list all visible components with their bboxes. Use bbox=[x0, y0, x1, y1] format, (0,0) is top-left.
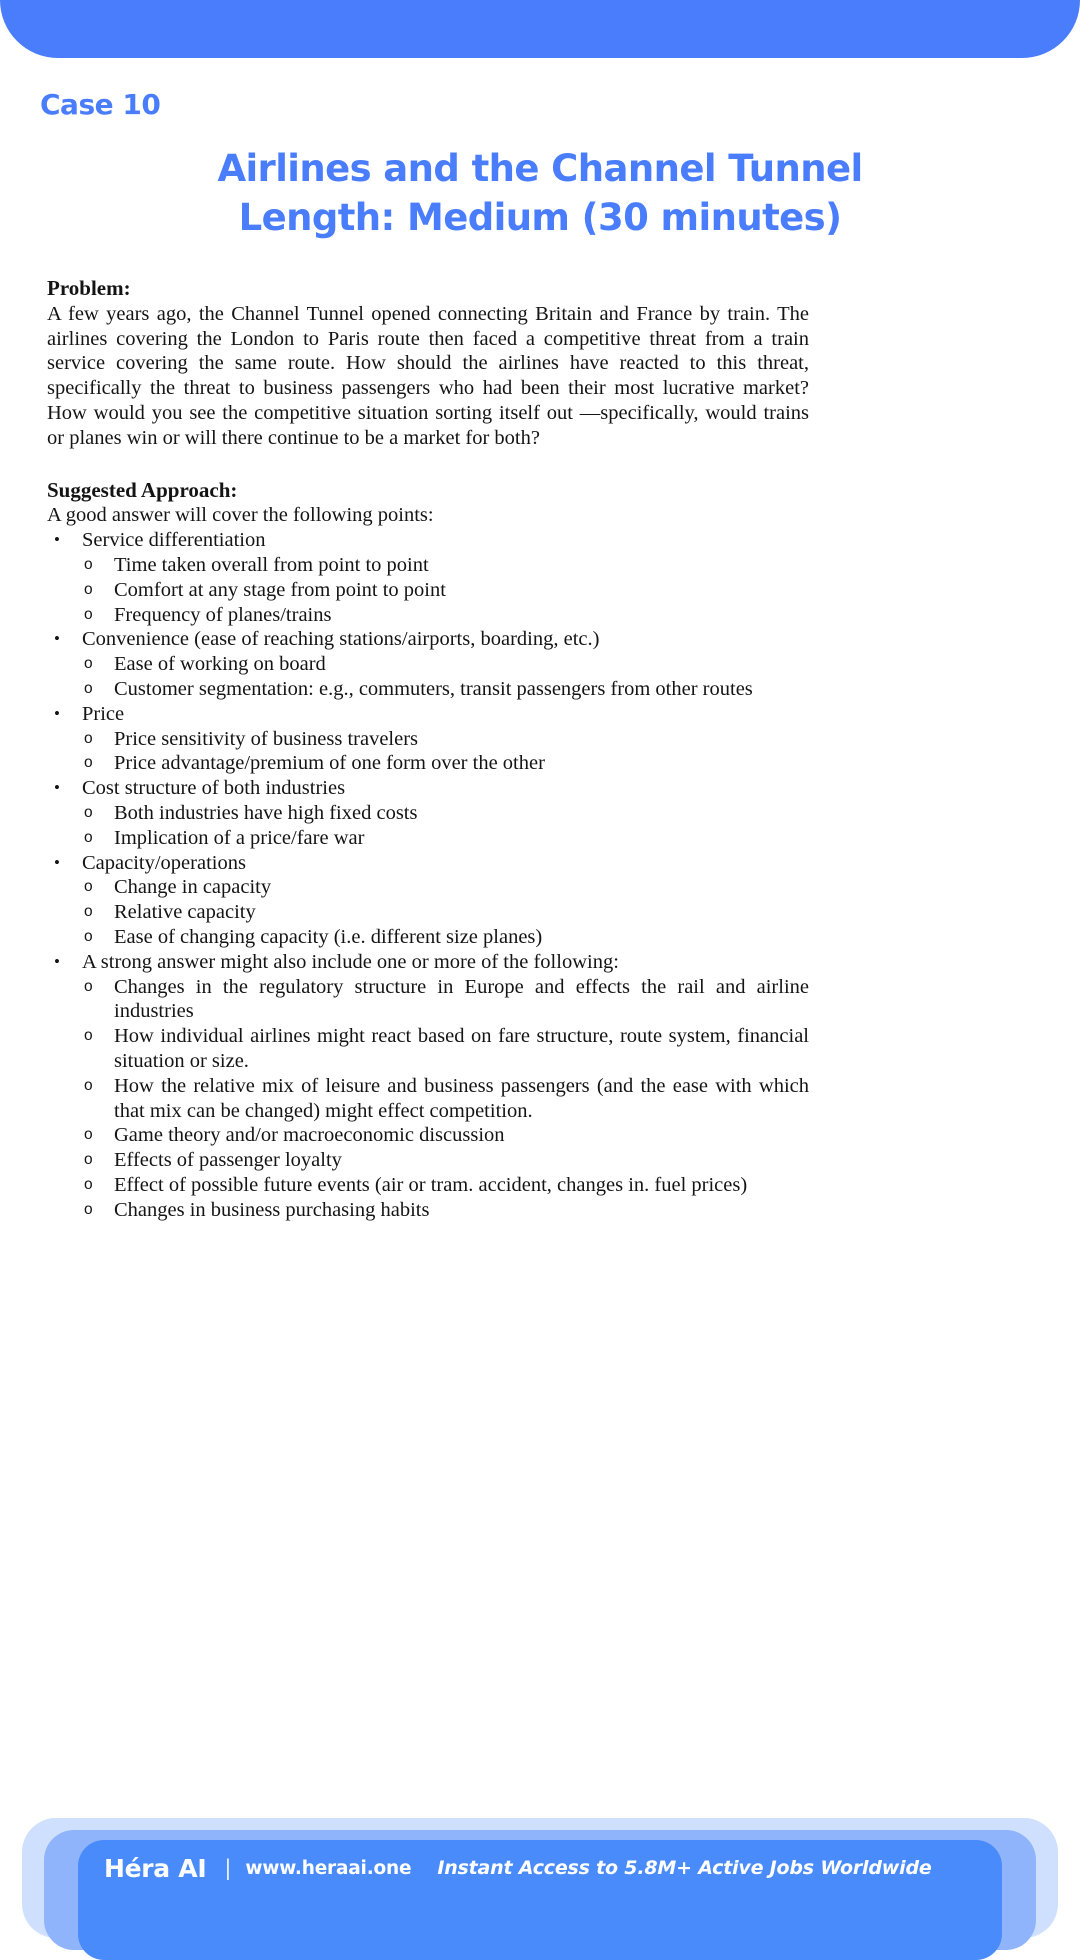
approach-subbullet-label: Comfort at any stage from point to point bbox=[114, 578, 446, 601]
approach-sublist bbox=[82, 553, 809, 627]
approach-subbullet bbox=[82, 553, 809, 578]
approach-subbullet-label: Both industries have high fixed costs bbox=[114, 801, 418, 824]
bullet-circle-icon: o bbox=[84, 828, 93, 846]
bullet-dot-icon: • bbox=[54, 951, 60, 971]
approach-subbullet-label: Ease of changing capacity (i.e. different size planes) bbox=[114, 925, 543, 948]
approach-subbullet bbox=[82, 801, 809, 826]
approach-subbullet-label: Price sensitivity of business travelers bbox=[114, 727, 419, 750]
approach-subbullet bbox=[82, 578, 809, 603]
approach-subbullet-label: How individual airlines might react based on fare structure, route system, financial situation or size. bbox=[114, 1025, 809, 1072]
footer-divider: | bbox=[224, 1856, 232, 1880]
bullet-circle-icon: o bbox=[84, 977, 93, 995]
approach-bullet bbox=[47, 627, 809, 701]
approach-subbullet-label: Relative capacity bbox=[114, 901, 256, 924]
bullet-circle-icon: o bbox=[84, 927, 93, 945]
approach-subbullet bbox=[82, 1148, 809, 1173]
approach-subbullet-label: Effects of passenger loyalty bbox=[114, 1149, 342, 1172]
page-title-line-1: Airlines and the Channel Tunnel bbox=[217, 147, 863, 190]
case-label: Case 10 bbox=[40, 88, 161, 121]
approach-sublist bbox=[82, 652, 809, 702]
approach-bullet bbox=[47, 702, 809, 776]
approach-list bbox=[47, 528, 809, 1222]
bullet-circle-icon: o bbox=[84, 803, 93, 821]
approach-bullet bbox=[47, 528, 809, 627]
approach-subbullet bbox=[82, 975, 809, 1025]
approach-subbullet bbox=[82, 826, 809, 851]
approach-bullet-label: A strong answer might also include one or more of the following: bbox=[82, 950, 619, 973]
approach-subbullet bbox=[82, 603, 809, 628]
approach-bullet bbox=[47, 776, 809, 850]
approach-subbullet bbox=[82, 1198, 809, 1223]
problem-paragraph: A few years ago, the Channel Tunnel opened connecting Britain and France by train. The airlines covering the London to Paris route then faced a competitive threat from a train service covering the same route. How should the airlines have reacted to this threat, specifically the threat to business passengers who had been their most lucrative market? How would you see the competitive situation sorting itself out —specifically, would trains or planes win or will there continue to be a market for both? bbox=[47, 302, 809, 449]
approach-bullet-label: Price bbox=[82, 702, 125, 725]
section-spacer bbox=[47, 451, 809, 478]
approach-bullet-label: Capacity/operations bbox=[82, 851, 246, 874]
bullet-dot-icon: • bbox=[54, 852, 60, 872]
approach-subbullet-label: Game theory and/or macroeconomic discussion bbox=[114, 1124, 505, 1147]
problem-heading: Problem: bbox=[47, 276, 131, 300]
approach-subbullet-label: Change in capacity bbox=[114, 876, 272, 899]
approach-subbullet-label: Time taken overall from point to point bbox=[114, 553, 429, 576]
approach-subbullet bbox=[82, 1024, 809, 1074]
bullet-circle-icon: o bbox=[84, 1076, 93, 1094]
approach-subbullet bbox=[82, 751, 809, 776]
approach-subbullet bbox=[82, 900, 809, 925]
approach-sublist bbox=[82, 727, 809, 777]
bullet-circle-icon: o bbox=[84, 903, 93, 921]
approach-sublist bbox=[82, 875, 809, 949]
approach-bullet-label: Service differentiation bbox=[82, 529, 266, 552]
approach-subbullet-label: Ease of working on board bbox=[114, 653, 326, 676]
footer-website-link[interactable]: www.heraai.one bbox=[245, 1857, 412, 1879]
approach-subbullet-label: Changes in the regulatory structure in Europe and effects the rail and airline industries bbox=[114, 975, 809, 1023]
approach-subbullet bbox=[82, 727, 809, 752]
bullet-circle-icon: o bbox=[84, 605, 93, 623]
bullet-circle-icon: o bbox=[84, 1200, 93, 1218]
approach-subbullet-label: Frequency of planes/trains bbox=[114, 603, 332, 626]
bullet-circle-icon: o bbox=[84, 679, 93, 697]
approach-subbullet bbox=[82, 1074, 809, 1124]
bullet-circle-icon: o bbox=[84, 1151, 93, 1169]
approach-subbullet-label: Changes in business purchasing habits bbox=[114, 1198, 430, 1221]
approach-heading: Suggested Approach: bbox=[47, 477, 238, 502]
page-title-line-2: Length: Medium (30 minutes) bbox=[238, 196, 842, 239]
approach-subbullet bbox=[82, 875, 809, 900]
bullet-circle-icon: o bbox=[84, 580, 93, 598]
approach-subbullet bbox=[82, 1173, 809, 1198]
approach-subbullet-label: Implication of a price/fare war bbox=[114, 826, 365, 849]
document-body bbox=[47, 276, 809, 1222]
bullet-circle-icon: o bbox=[84, 729, 93, 747]
approach-subbullet-label: Price advantage/premium of one form over the other bbox=[114, 752, 545, 775]
brand-name: Héra AI bbox=[104, 1853, 207, 1883]
approach-bullet-label: Convenience (ease of reaching stations/airports, boarding, etc.) bbox=[82, 628, 600, 651]
bullet-dot-icon: • bbox=[54, 629, 60, 649]
approach-subbullet bbox=[82, 652, 809, 677]
page-title bbox=[0, 144, 1080, 242]
approach-lead: A good answer will cover the following points: bbox=[47, 504, 434, 527]
bullet-circle-icon: o bbox=[84, 1027, 93, 1045]
approach-subbullet bbox=[82, 1123, 809, 1148]
bullet-circle-icon: o bbox=[84, 655, 93, 673]
bullet-dot-icon: • bbox=[54, 530, 60, 550]
approach-bullet-label: Cost structure of both industries bbox=[82, 777, 346, 800]
header-accent-bar bbox=[0, 0, 1080, 58]
approach-sublist bbox=[82, 801, 809, 851]
bullet-dot-icon: • bbox=[54, 778, 60, 798]
bullet-circle-icon: o bbox=[84, 1126, 93, 1144]
approach-subbullet bbox=[82, 677, 809, 702]
bullet-circle-icon: o bbox=[84, 754, 93, 772]
approach-subbullet-label: How the relative mix of leisure and business passengers (and the ease with which that mix can be changed) might effect competition. bbox=[114, 1074, 809, 1122]
approach-bullet bbox=[47, 851, 809, 950]
bullet-circle-icon: o bbox=[84, 555, 93, 573]
footer-tagline: Instant Access to 5.8M+ Active Jobs Worldwide bbox=[437, 1857, 932, 1879]
approach-subbullet bbox=[82, 925, 809, 950]
approach-sublist bbox=[82, 975, 809, 1223]
bullet-circle-icon: o bbox=[84, 878, 93, 896]
approach-bullet bbox=[47, 950, 809, 1223]
bullet-dot-icon: • bbox=[54, 703, 60, 723]
approach-subbullet-label: Effect of possible future events (air or tram. accident, changes in. fuel prices) bbox=[114, 1173, 748, 1196]
approach-subbullet-label: Customer segmentation: e.g., commuters, transit passengers from other routes bbox=[114, 677, 753, 700]
footer-content bbox=[78, 1848, 1002, 1888]
bullet-circle-icon: o bbox=[84, 1175, 93, 1193]
